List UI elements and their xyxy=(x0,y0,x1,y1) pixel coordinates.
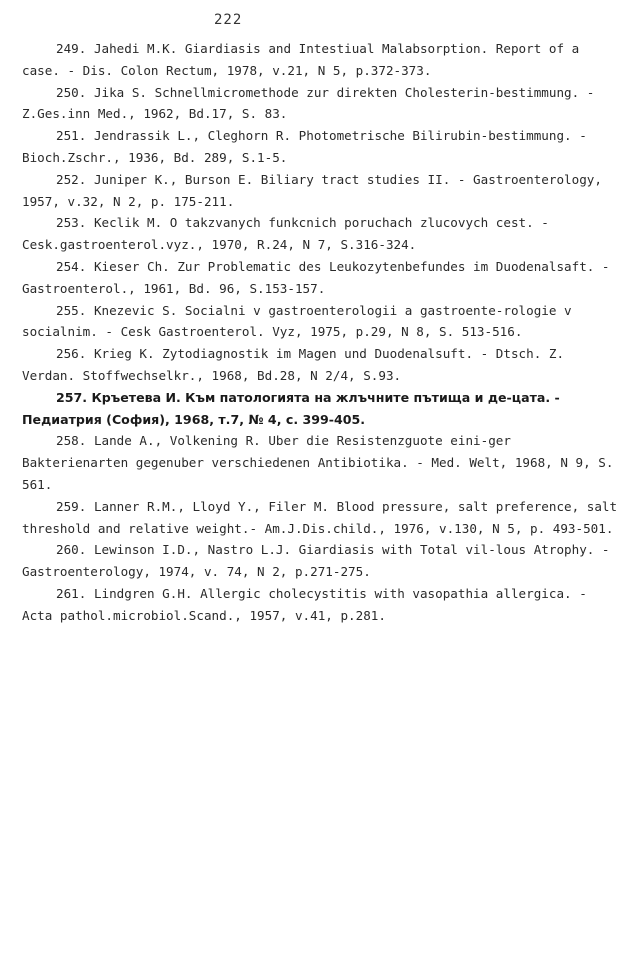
reference-number: 257. xyxy=(56,389,88,405)
reference-text: Keclik M. O takzvanych funkcnich poruchach zlucovych cest. - Cesk.gastroenterol.vyz., 1970, R.24, N 7, S.316-324. xyxy=(22,215,549,253)
reference-item xyxy=(22,496,618,540)
reference-number: 261. xyxy=(56,585,87,601)
reference-text: Lande A., Volkening R. Uber die Resistenzguote eini-ger Bakterienarten gegenuber verschiedenen Antibiotika. - Med. Welt, 1968, N 9, S. 561. xyxy=(22,433,614,492)
reference-text: Kieser Ch. Zur Problematic des Leukozytenbefundes im Duodenalsaft. - Gastroenterol., 1961, Bd. 96, S.153-157. xyxy=(22,258,610,296)
reference-item xyxy=(22,300,618,344)
reference-text: Juniper K., Burson E. Biliary tract studies II. - Gastroenterology, 1957, v.32, N 2, p. 175-211. xyxy=(22,171,602,209)
reference-number: 253. xyxy=(56,215,87,231)
reference-number: 260. xyxy=(56,542,87,558)
reference-text: Lewinson I.D., Nastro L.J. Giardiasis with Total vil-lous Atrophy. - Gastroenterology, 1974, v. 74, N 2, p.271-275. xyxy=(22,542,610,580)
reference-text: Knezevic S. Socialni v gastroenterologii a gastroente-rologie v socialnim. - Cesk Gastroenterol. Vyz, 1975, p.29, N 8, S. 513-516. xyxy=(22,302,572,340)
reference-item xyxy=(22,430,618,495)
reference-text: Кръетева И. Към патологията на жлъчните пътища и де-цата. - Педиатрия (София), 1968, т.7, № 4, с. 399-405. xyxy=(22,389,560,427)
reference-item xyxy=(22,583,618,627)
reference-number: 250. xyxy=(56,84,87,100)
reference-number: 251. xyxy=(56,128,87,144)
reference-item xyxy=(22,256,618,300)
reference-item xyxy=(22,125,618,169)
reference-number: 259. xyxy=(56,498,87,514)
reference-number: 252. xyxy=(56,171,87,187)
page-number: 222 xyxy=(214,12,243,28)
reference-item xyxy=(22,38,618,82)
reference-text: Lanner R.M., Lloyd Y., Filer M. Blood pressure, salt preference, salt threshold and relative weight.- Am.J.Dis.child., 1976, v.130, N 5, p. 493-501. xyxy=(22,498,618,536)
reference-number: 258. xyxy=(56,433,87,449)
reference-text: Lindgren G.H. Allergic cholecystitis with vasopathia allergica. - Acta pathol.microbiol.Scand., 1957, v.41, p.281. xyxy=(22,585,587,623)
reference-text: Jika S. Schnellmicromethode zur direkten Cholesterin-bestimmung. - Z.Ges.inn Med., 1962, Bd.17, S. 83. xyxy=(22,84,595,122)
reference-list xyxy=(22,38,618,627)
reference-number: 254. xyxy=(56,258,87,274)
reference-item xyxy=(22,82,618,126)
reference-number: 256. xyxy=(56,346,87,362)
reference-item xyxy=(22,169,618,213)
reference-number: 255. xyxy=(56,302,87,318)
reference-item xyxy=(22,212,618,256)
reference-text: Jahedi M.K. Giardiasis and Intestiual Malabsorption. Report of a case. - Dis. Colon Rectum, 1978, v.21, N 5, p.372-373. xyxy=(22,41,580,78)
reference-item xyxy=(22,387,618,431)
reference-item xyxy=(22,539,618,583)
reference-text: Jendrassik L., Cleghorn R. Photometrische Bilirubin-bestimmung. - Bioch.Zschr., 1936, Bd. 289, S.1-5. xyxy=(22,128,587,165)
reference-item xyxy=(22,343,618,387)
reference-text: Krieg K. Zytodiagnostik im Magen und Duodenalsuft. - Dtsch. Z. Verdan. Stoffwechselkr., 1968, Bd.28, N 2/4, S.93. xyxy=(22,346,565,383)
reference-number: 249. xyxy=(56,41,87,56)
